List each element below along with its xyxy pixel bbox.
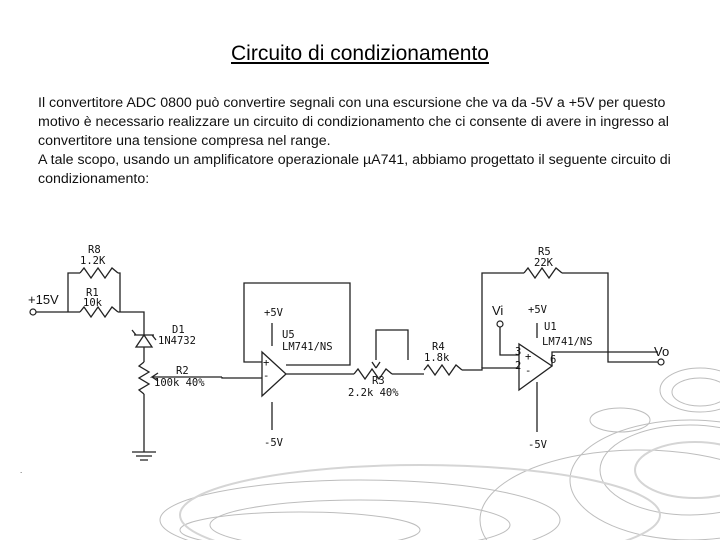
r3-name: R3 — [372, 375, 385, 387]
r2-name: R2 — [176, 365, 189, 377]
footnote-mark: . — [20, 466, 23, 475]
d1-value: 1N4732 — [158, 335, 196, 347]
u1-pin3: 3 — [515, 346, 522, 358]
vi-terminal — [497, 321, 503, 327]
u1-minus-pin: - — [525, 365, 532, 377]
r1-value: 10k — [83, 297, 102, 309]
u5-part: LM741/NS — [282, 341, 333, 353]
u5-name: U5 — [282, 329, 295, 341]
r2-value: 100k 40% — [154, 377, 205, 389]
resistor-r5 — [524, 268, 562, 278]
ground-symbol — [132, 452, 156, 460]
input-terminal — [30, 309, 36, 315]
u5-negative-supply: -5V — [264, 437, 283, 449]
potentiometer-r2 — [139, 362, 149, 394]
resistor-r4 — [424, 365, 462, 375]
u1-pin6: 6 — [550, 354, 557, 366]
r1-name: R1 — [86, 287, 99, 299]
slide-title: Circuito di condizionamento — [231, 42, 489, 65]
vo-label: Vo — [654, 344, 670, 359]
paragraph-purpose: A tale scopo, usando un amplificatore operazionale µA741, abbiamo progettato il seguente circuito di condizionamento: — [38, 152, 671, 187]
r8-value: 1.2K — [80, 255, 106, 267]
u5-positive-supply: +5V — [264, 307, 283, 319]
u1-pin2: 2 — [515, 360, 522, 372]
zener-d1 — [132, 330, 156, 360]
r8-name: R8 — [88, 244, 101, 256]
paragraph-intro: Il convertitore ADC 0800 può convertire segnali con una escursione che va da -5V a +5V per questo motivo è necessario realizzare un circuito di condizionamento che ci consente di avere in ingresso al convertitore una tensione compresa nel range. — [38, 95, 669, 149]
r4-name: R4 — [432, 341, 445, 353]
u1-negative-supply: -5V — [528, 439, 547, 451]
u5-minus-pin: - — [263, 370, 270, 382]
d1-name: D1 — [172, 324, 185, 336]
u5-plus-pin: + — [263, 357, 270, 369]
u1-positive-supply: +5V — [528, 304, 547, 316]
r3-value: 2.2k 40% — [348, 387, 399, 399]
u1-name: U1 — [544, 321, 557, 333]
vo-terminal — [658, 359, 664, 365]
supply-input-label: +15V — [28, 292, 59, 307]
opamp-u1 — [519, 344, 552, 390]
resistor-r8 — [80, 268, 118, 278]
u1-plus-pin: + — [525, 351, 532, 363]
r5-value: 22K — [534, 257, 553, 269]
r5-name: R5 — [538, 246, 551, 258]
vi-label: Vi — [492, 303, 504, 318]
u1-part: LM741/NS — [542, 336, 593, 348]
r4-value: 1.8k — [424, 352, 450, 364]
